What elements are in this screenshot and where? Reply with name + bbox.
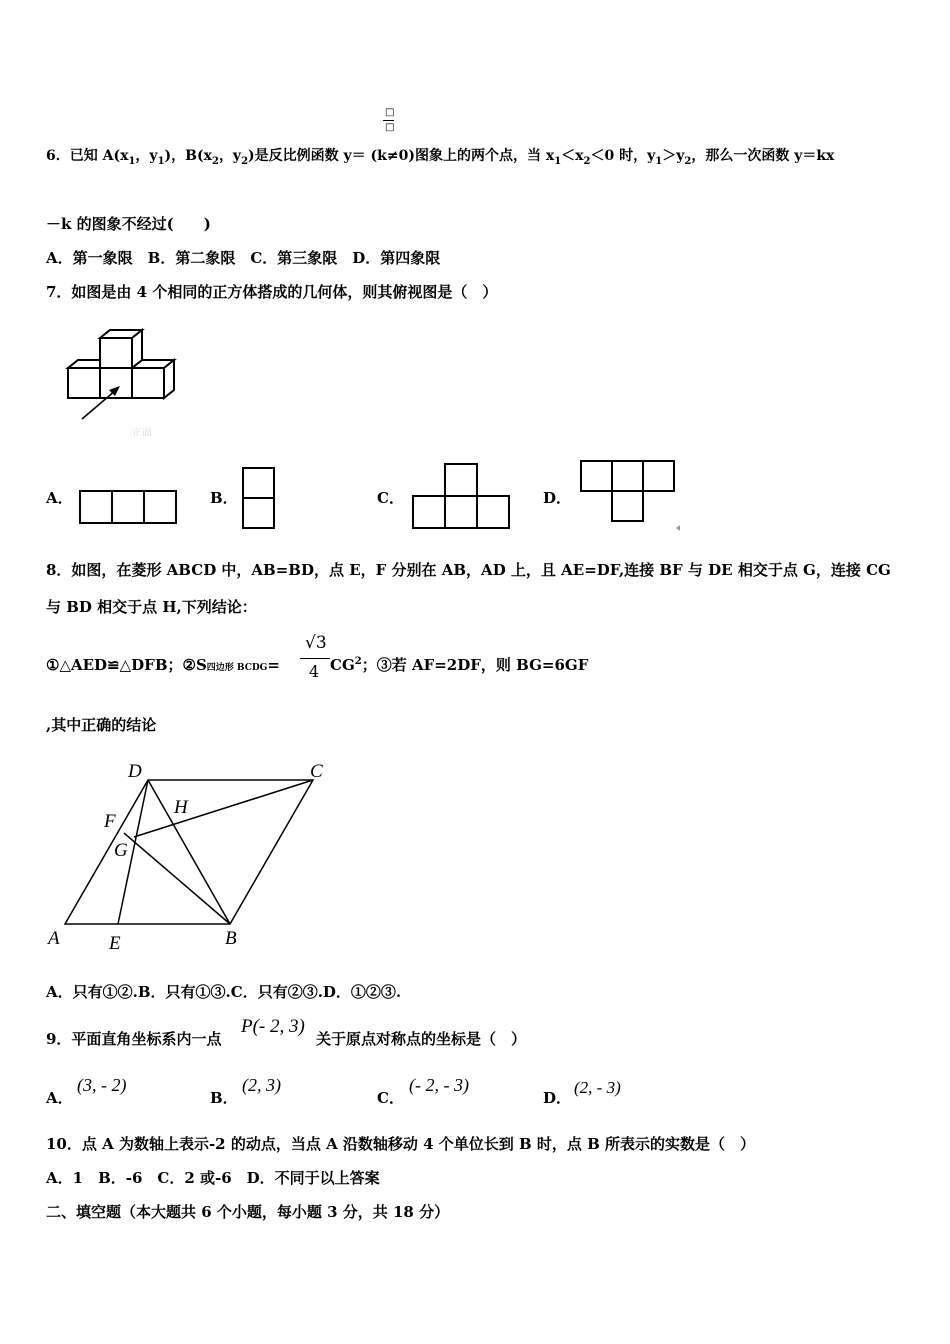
- q7-option-d-figure: [578, 458, 688, 534]
- q9-stem-part2: 关于原点对称点的坐标是（ ）: [316, 1030, 527, 1048]
- watermark-text: 正面: [132, 428, 152, 436]
- segment-cg: [134, 780, 313, 837]
- q7-option-b-label: B．: [210, 489, 238, 507]
- q7-option-a-label: A．: [46, 489, 73, 507]
- square: [643, 461, 674, 491]
- q8-stem-line1: 8．如图，在菱形 ABCD 中，AB=BD，点 E，F 分别在 AB，AD 上，且 AE=DF,连接 BF 与 DE 相交于点 G，连接 CG: [46, 561, 891, 579]
- label-d: D: [128, 761, 142, 782]
- q7-solid-figure: [60, 326, 200, 436]
- q6-stem-line2: －k 的图象不经过( ): [46, 215, 211, 233]
- section2-title: 二、填空题（本大题共 6 个小题，每小题 3 分，共 18 分）: [46, 1203, 450, 1221]
- square: [413, 496, 445, 528]
- label-g: G: [114, 840, 128, 861]
- square: [144, 491, 176, 523]
- sqrt3: √3: [305, 633, 327, 653]
- q6-options: A．第一象限 B．第二象限 C．第三象限 D．第四象限: [46, 249, 441, 267]
- square: [243, 498, 274, 528]
- square: [80, 491, 112, 523]
- segment-bd: [148, 780, 230, 924]
- q7-option-a-figure: [78, 488, 178, 526]
- q9-option-c-label: C．: [377, 1089, 404, 1107]
- q9-option-a-label: A．: [46, 1089, 73, 1107]
- small-marker-icon: [676, 525, 680, 531]
- cube-front-top: [100, 338, 132, 368]
- label-b: B: [225, 928, 237, 949]
- cube-front-1: [68, 368, 100, 398]
- q8-stem-line2: 与 BD 相交于点 H,下列结论：: [46, 598, 257, 616]
- q7-option-c-figure: [410, 462, 512, 530]
- q10-options: A．1 B．-6 C．2 或-6 D．不同于以上答案: [46, 1169, 380, 1187]
- q8-conclusions: ①△AED≌△DFB；②S四边形 BCDG=: [46, 656, 280, 674]
- fraction-line: [300, 658, 330, 659]
- rhombus-figure: [40, 755, 340, 955]
- q9-option-b-label: B．: [210, 1089, 238, 1107]
- q7-option-b-figure: [240, 466, 278, 530]
- cube-front-3: [132, 368, 164, 398]
- q9-option-a-value: (3, - 2): [77, 1075, 127, 1095]
- q9-option-d-label: D．: [543, 1089, 572, 1107]
- cube-side-top: [132, 330, 142, 368]
- label-a: A: [48, 928, 60, 949]
- fraction-bar: [383, 120, 394, 121]
- q9-option-b-value: (2, 3): [242, 1075, 281, 1095]
- label-h: H: [174, 797, 188, 818]
- fraction-placeholder-bottom: □: [385, 122, 395, 133]
- label-c: C: [310, 761, 323, 782]
- square: [445, 496, 477, 528]
- label-e: E: [109, 933, 121, 954]
- fraction-denominator: 4: [309, 662, 320, 681]
- q8-conclusion-prompt: ,其中正确的结论: [46, 716, 157, 734]
- square: [612, 461, 643, 491]
- q6-stem-line1: 6．已知 $A(x_1$，$y_1$)，$B(x_2$，$y_2$)是反比例函数 y＝ (k≠0)图象上的两个点，当 $x_1<x_2<0$ 时，$y_1>y_2$，那么一次函数 y＝kx: [46, 148, 835, 167]
- q7-option-d-label: D．: [543, 489, 572, 507]
- square: [477, 496, 509, 528]
- q9-point: P(- 2, 3): [241, 1016, 305, 1037]
- q8-conclusions-tail: $CG^2$；③若 AF=2DF，则 BG=6GF: [330, 656, 589, 674]
- q7-option-c-label: C．: [377, 489, 404, 507]
- square: [445, 464, 477, 496]
- cube-top-1: [68, 360, 100, 368]
- q9-option-c-value: (- 2, - 3): [409, 1075, 469, 1095]
- square: [112, 491, 144, 523]
- fraction-placeholder-top: □: [385, 107, 395, 118]
- q7-stem: 7．如图是由 4 个相同的正方体搭成的几何体，则其俯视图是（ ）: [46, 283, 498, 301]
- q8-options: A．只有①②.B．只有①③.C．只有②③.D．①②③.: [46, 983, 402, 1001]
- square: [243, 468, 274, 498]
- q9-stem-part1: 9．平面直角坐标系内一点: [46, 1030, 222, 1048]
- square: [581, 461, 612, 491]
- cube-side-3: [164, 360, 174, 398]
- q9-option-d-value: (2, - 3): [574, 1078, 621, 1097]
- label-f: F: [104, 811, 116, 832]
- segment-bf: [124, 833, 230, 924]
- square: [612, 491, 643, 521]
- q10-stem: 10．点 A 为数轴上表示-2 的动点，当点 A 沿数轴移动 4 个单位长到 B 时，点 B 所表示的实数是（ ）: [46, 1135, 756, 1153]
